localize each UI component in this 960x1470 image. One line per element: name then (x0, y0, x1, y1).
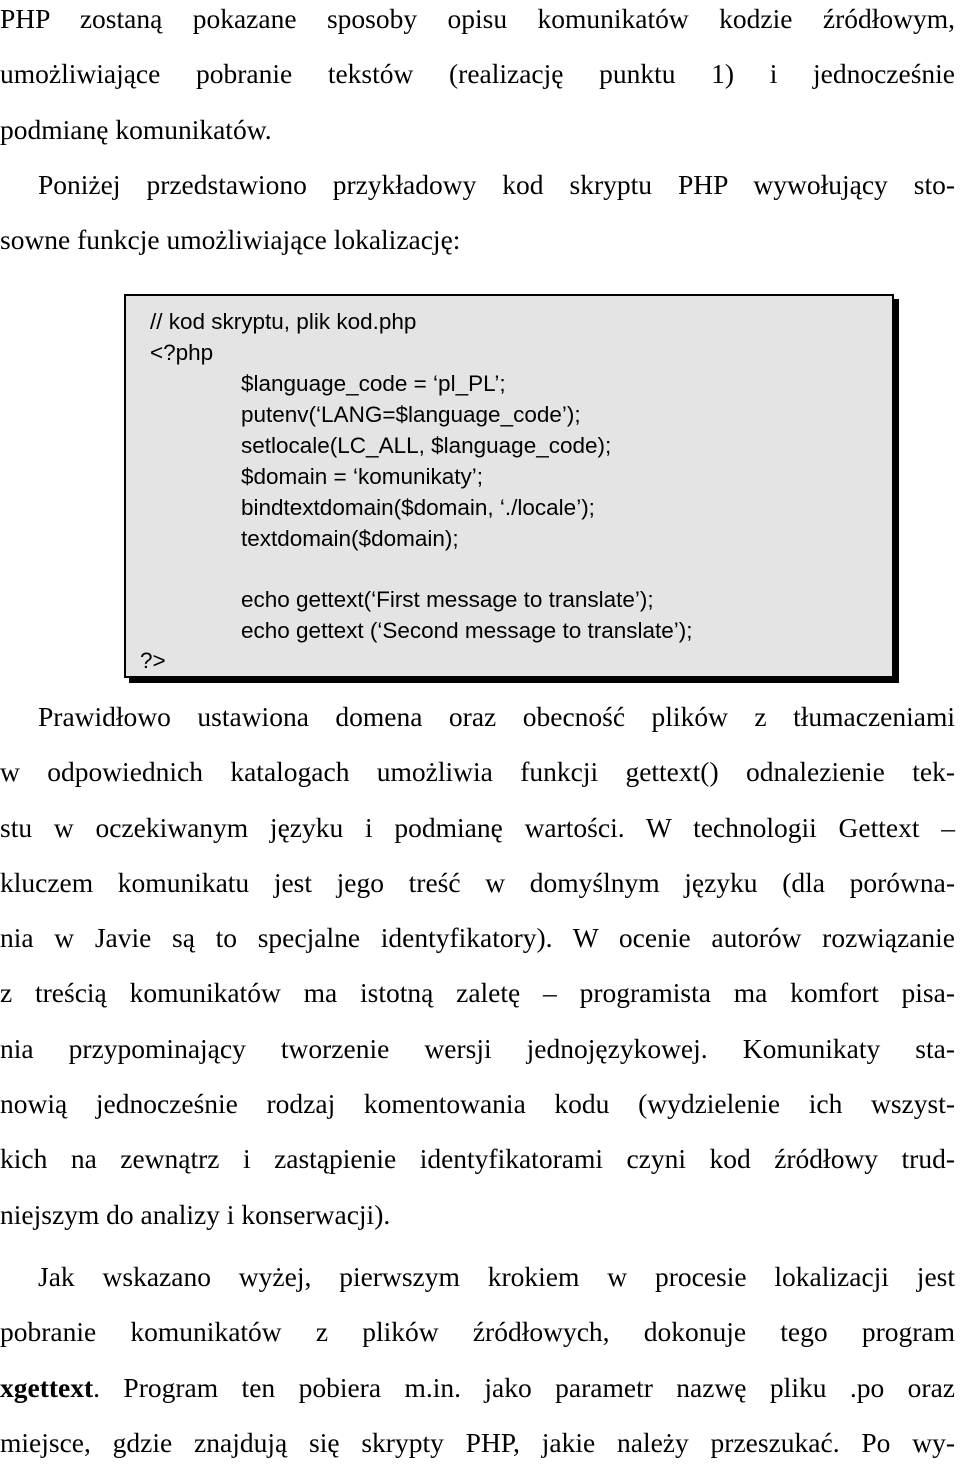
program-name: xgettext (0, 1371, 94, 1403)
body-line: Jak wskazano wyżej, pierwszym krokiem w procesie lokalizacji jest (38, 1261, 955, 1292)
body-line: stu w oczekiwanym języku i podmianę wartości. W technologii Gettext – (0, 811, 955, 843)
code-line: echo gettext(‘First message to translate’); (241, 587, 654, 612)
code-line: $language_code = ‘pl_PL’; (241, 371, 506, 396)
intro-line: umożliwiające pobranie tekstów (realizację punktu 1) i jednocześnie (0, 58, 955, 90)
body-line: pobranie komunikatów z plików źródłowych, dokonuje tego program (0, 1316, 955, 1348)
body-line: nia w Javie są to specjalne identyfikatory). W ocenie autorów rozwiązanie (0, 922, 955, 954)
body-line: Prawidłowo ustawiona domena oraz obecność plików z tłumaczeniami (38, 701, 955, 732)
body-line: kich na zewnątrz i zastąpienie identyfikatorami czyni kod źródłowy trud- (0, 1143, 955, 1175)
code-line: $domain = ‘komunikaty’; (241, 464, 483, 489)
body-line: miejsce, gdzie znajdują się skrypty PHP, jakie należy przeszukać. Po wy- (0, 1426, 955, 1458)
intro-paragraph (0, 0, 955, 267)
code-close-tag: ?> (140, 648, 166, 673)
code-line: echo gettext (‘Second message to translate’); (241, 618, 693, 643)
body-line (0, 1360, 955, 1415)
code-line: textdomain($domain); (241, 526, 459, 551)
body-line: nowią jednocześnie rodzaj komentowania kodu (wydzielenie ich wszyst- (0, 1088, 955, 1120)
code-comment: // kod skryptu, plik kod.php (150, 309, 417, 334)
code-line: setlocale(LC_ALL, $language_code); (241, 433, 612, 458)
intro-line: podmianę komunikatów. (0, 113, 272, 145)
body-line: z treścią komunikatów ma istotną zaletę – programista ma komfort pisa- (0, 977, 955, 1009)
code-line: putenv(‘LANG=$language_code’); (241, 402, 581, 427)
code-line: bindtextdomain($domain, ‘./locale’); (241, 495, 595, 520)
intro-line: sowne funkcje umożliwiające lokalizację: (0, 224, 461, 256)
body-line: w odpowiednich katalogach umożliwia funkcji gettext() odnalezienie tek- (0, 756, 955, 788)
body-line: niejszym do analizy i konserwacji). (0, 1198, 391, 1230)
body-line: kluczem komunikatu jest jego treść w domyślnym języku (dla porówna- (0, 866, 955, 898)
code-listing (124, 294, 894, 678)
body-paragraph (0, 689, 955, 1242)
code-open-tag: <?php (150, 340, 214, 365)
intro-line: Poniżej przedstawiono przykładowy kod skryptu PHP wywołujący sto- (38, 168, 955, 200)
intro-line: PHP zostaną pokazane sposoby opisu komunikatów kodzie źródłowym, (0, 3, 955, 34)
body-text: . Program ten pobiera m.in. jako parametr nazwę pliku .po oraz (93, 1371, 955, 1403)
body-paragraph (0, 1249, 955, 1470)
body-line: nia przypominający tworzenie wersji jednojęzykowej. Komunikaty sta- (0, 1032, 955, 1064)
